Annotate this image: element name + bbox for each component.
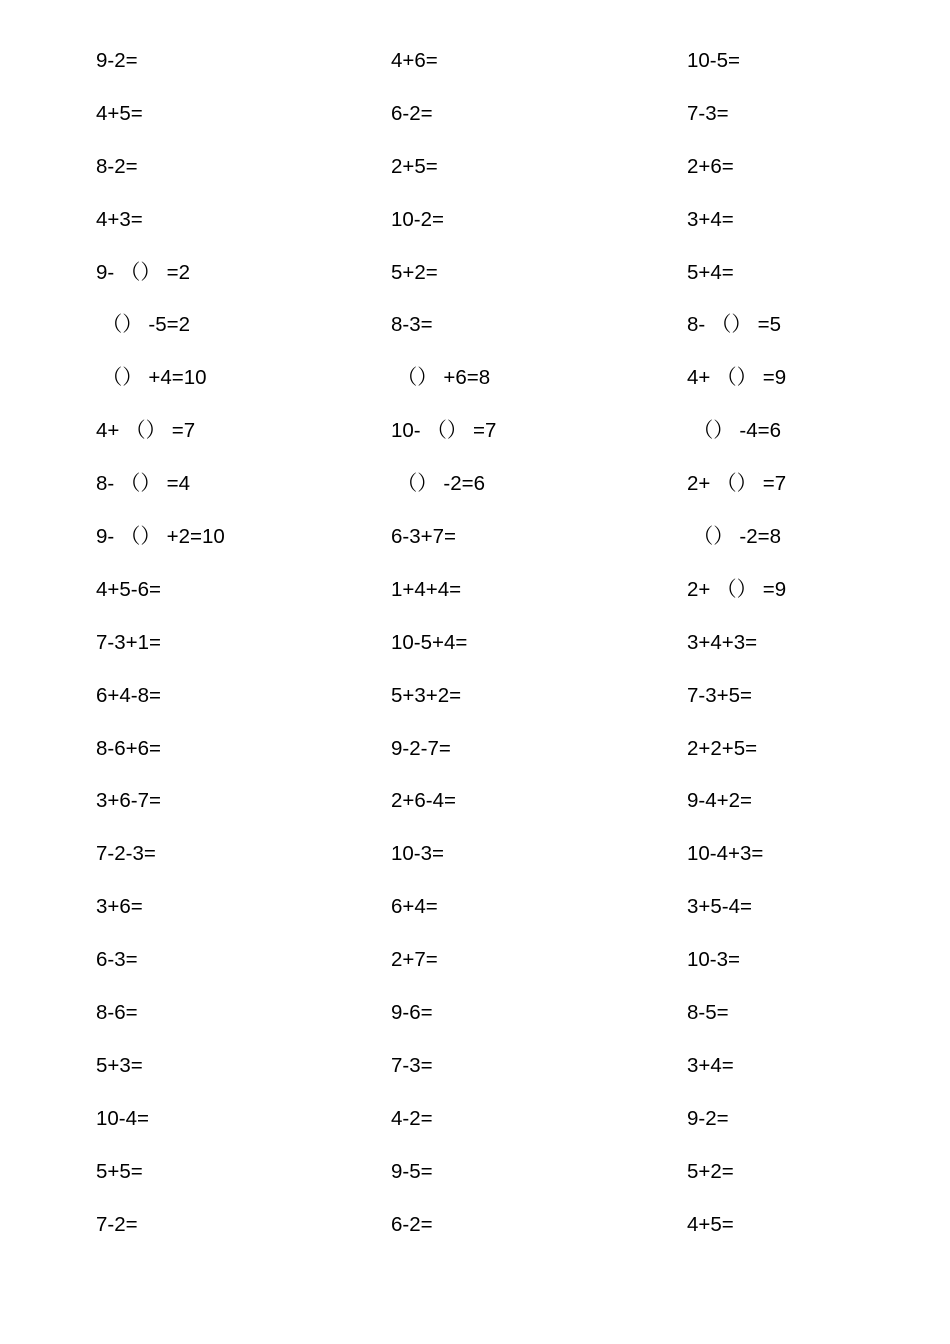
math-problem: （） -2=6 [391, 472, 485, 496]
math-problem: 6-2= [391, 101, 433, 125]
math-problem: 4+6= [391, 49, 438, 72]
math-problem: 10-3= [687, 948, 741, 972]
math-problem: 10-4= [96, 1106, 150, 1130]
math-problem: 2+7= [391, 948, 438, 972]
math-problem: 4+5= [687, 1212, 734, 1236]
math-problem: 10-5= [687, 49, 741, 72]
math-problem: 7-2-3= [96, 842, 156, 866]
math-problem: 3+4= [687, 207, 734, 231]
math-problem: 9- （） +2=10 [96, 525, 225, 549]
math-problem: 3+5-4= [687, 895, 752, 919]
math-problem: 8-6= [96, 1001, 138, 1025]
problem-column-2 [391, 37, 671, 1253]
math-problem: 4+ （） =9 [687, 366, 787, 390]
problem-column-3 [687, 37, 950, 1253]
math-problem: 4+ （） =7 [96, 419, 196, 443]
math-problem: 5+3+2= [391, 683, 462, 707]
math-problem: 3+6-7= [96, 789, 161, 813]
math-problem: 8- （） =5 [687, 313, 781, 337]
math-problem: （） +4=10 [96, 366, 207, 390]
math-problem: （） +6=8 [391, 366, 491, 390]
math-problem: 3+4= [687, 1053, 734, 1077]
math-problem: 6+4= [391, 895, 438, 919]
math-problem: 8- （） =4 [96, 472, 190, 496]
math-problem: 9-2= [687, 1106, 729, 1130]
math-problem: （） -2=8 [687, 525, 781, 549]
math-problem: 2+6-4= [391, 789, 456, 813]
math-problem: 4+3= [96, 207, 143, 231]
math-problem: 8-2= [96, 154, 138, 178]
math-problem: 3+4+3= [687, 630, 758, 654]
math-problem: 5+5= [96, 1159, 143, 1183]
math-problem: 9-2= [96, 49, 138, 72]
math-problem: 10-4+3= [687, 842, 764, 866]
math-problem: 7-3= [687, 101, 729, 125]
math-problem: 10-2= [391, 207, 445, 231]
math-problem: 7-2= [96, 1212, 138, 1236]
math-problem: 7-3+1= [96, 630, 161, 654]
math-problem: 5+2= [687, 1159, 734, 1183]
problem-column-1 [96, 37, 376, 1253]
math-problem: 4+5-6= [96, 577, 161, 601]
math-problem: 2+ （） =9 [687, 577, 787, 601]
math-problem: 2+2+5= [687, 736, 758, 760]
math-problem: 6-2= [391, 1212, 433, 1236]
math-problem: 7-3+5= [687, 683, 752, 707]
math-problem: 3+6= [96, 895, 143, 919]
math-problem: 4+5= [96, 101, 143, 125]
math-problem: 9-5= [391, 1159, 433, 1183]
math-problem: 8-3= [391, 313, 433, 337]
math-problem: 10-3= [391, 842, 445, 866]
math-problem: 10- （） =7 [391, 419, 497, 443]
math-problem: 9-6= [391, 1001, 433, 1025]
math-problem: 4-2= [391, 1106, 433, 1130]
math-problem: （） -5=2 [96, 313, 190, 337]
math-problem: 8-6+6= [96, 736, 161, 760]
math-problem: 9-4+2= [687, 789, 752, 813]
math-problem: 9-2-7= [391, 736, 451, 760]
math-problem: 5+3= [96, 1053, 143, 1077]
math-problem: 1+4+4= [391, 577, 462, 601]
math-problem: 6-3= [96, 948, 138, 972]
math-problem: （） -4=6 [687, 419, 781, 443]
math-problem: 2+ （） =7 [687, 472, 787, 496]
math-problem: 8-5= [687, 1001, 729, 1025]
math-problem: 10-5+4= [391, 630, 468, 654]
math-problem: 6-3+7= [391, 525, 456, 549]
math-problem: 5+4= [687, 260, 734, 284]
math-problem: 9- （） =2 [96, 260, 190, 284]
math-problem: 2+5= [391, 154, 438, 178]
math-problem: 5+2= [391, 260, 438, 284]
math-problem: 6+4-8= [96, 683, 161, 707]
math-problem: 2+6= [687, 154, 734, 178]
math-problem: 7-3= [391, 1053, 433, 1077]
